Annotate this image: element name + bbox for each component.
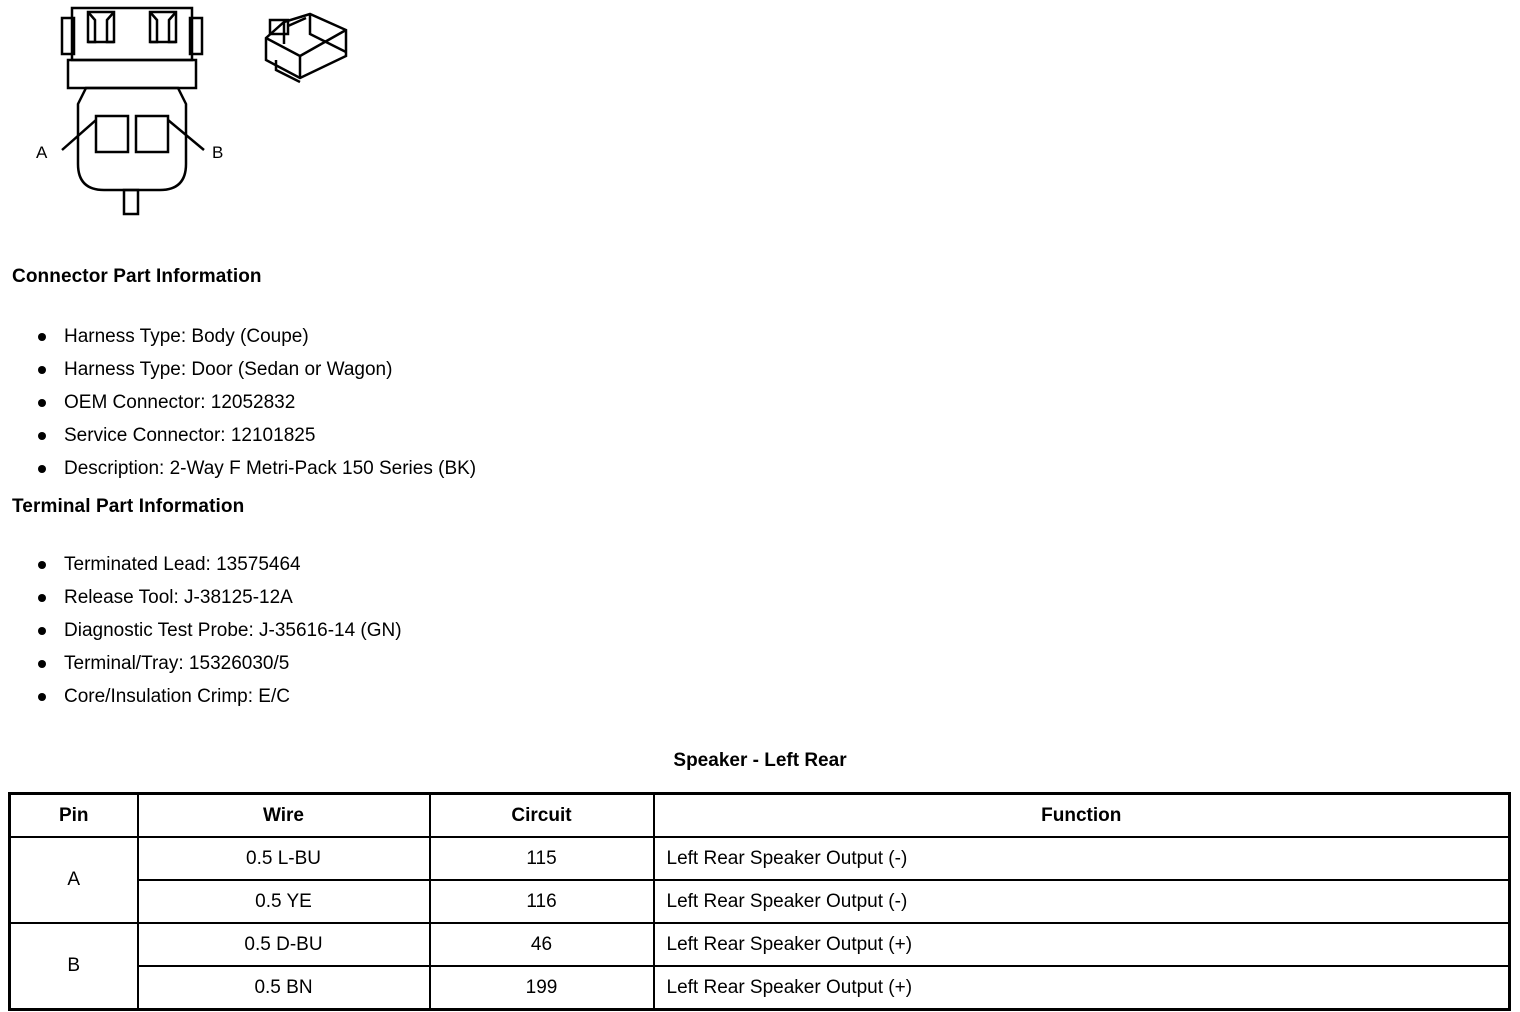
circuit-cell: 116 — [430, 880, 654, 923]
list-item: Service Connector: 12101825 — [34, 419, 476, 452]
function-cell: Left Rear Speaker Output (-) — [654, 837, 1510, 880]
terminal-illustration — [266, 14, 346, 82]
pin-cell: B — [10, 923, 138, 1010]
list-item: Harness Type: Body (Coupe) — [34, 320, 476, 353]
terminal-part-information-list — [34, 548, 402, 713]
column-header-function: Function — [654, 794, 1510, 838]
list-item: Description: 2-Way F Metri-Pack 150 Series (BK) — [34, 452, 476, 485]
pin-cell: A — [10, 837, 138, 923]
table-title: Speaker - Left Rear — [673, 750, 847, 771]
list-item: Diagnostic Test Probe: J-35616-14 (GN) — [34, 614, 402, 647]
function-cell: Left Rear Speaker Output (+) — [654, 966, 1510, 1010]
list-item: OEM Connector: 12052832 — [34, 386, 476, 419]
connector-part-information-heading: Connector Part Information — [12, 266, 262, 287]
wire-cell: 0.5 D-BU — [138, 923, 430, 966]
list-item: Harness Type: Door (Sedan or Wagon) — [34, 353, 476, 386]
column-header-pin: Pin — [10, 794, 138, 838]
function-cell: Left Rear Speaker Output (-) — [654, 880, 1510, 923]
list-item: Terminated Lead: 13575464 — [34, 548, 402, 581]
wire-cell: 0.5 YE — [138, 880, 430, 923]
table-row — [10, 966, 1510, 1010]
connector-illustration — [0, 0, 400, 240]
column-header-circuit: Circuit — [430, 794, 654, 838]
table-header-row — [10, 794, 1510, 838]
illustration-label-a: A — [36, 143, 48, 162]
function-cell: Left Rear Speaker Output (+) — [654, 923, 1510, 966]
list-item: Release Tool: J-38125-12A — [34, 581, 402, 614]
list-item: Terminal/Tray: 15326030/5 — [34, 647, 402, 680]
table-row — [10, 880, 1510, 923]
connector-part-information-list — [34, 320, 476, 485]
list-item: Core/Insulation Crimp: E/C — [34, 680, 402, 713]
circuit-cell: 115 — [430, 837, 654, 880]
table-row — [10, 837, 1510, 880]
column-header-wire: Wire — [138, 794, 430, 838]
illustration-label-b: B — [212, 143, 224, 162]
circuit-cell: 199 — [430, 966, 654, 1010]
wire-cell: 0.5 L-BU — [138, 837, 430, 880]
circuit-cell: 46 — [430, 923, 654, 966]
terminal-part-information-heading: Terminal Part Information — [12, 496, 245, 517]
pin-assignment-table — [8, 792, 1511, 1011]
table-row — [10, 923, 1510, 966]
wire-cell: 0.5 BN — [138, 966, 430, 1010]
